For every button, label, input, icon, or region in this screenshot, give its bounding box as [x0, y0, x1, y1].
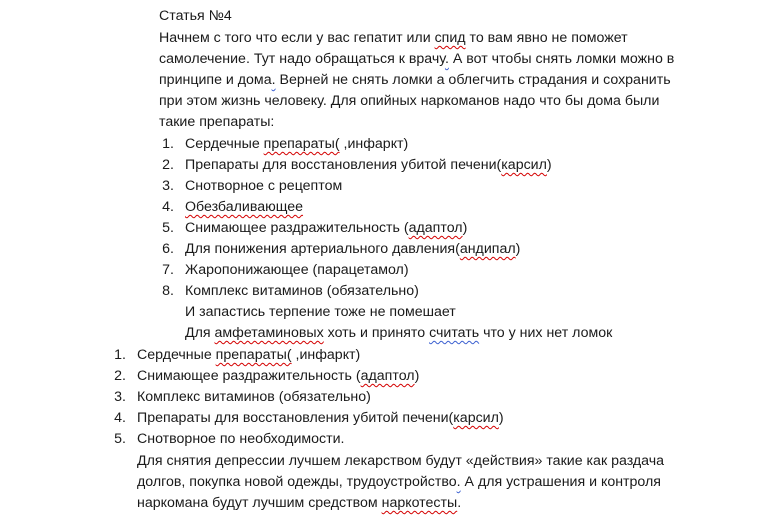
list-number: 5.: [114, 431, 126, 447]
intro-line-2: самолечение. Тут надо обращаться к врачу. А вот чтобы снять ломки можно в: [159, 51, 675, 67]
list-number: 6.: [162, 241, 174, 257]
outro-line-1: Для снятия депрессии лучшем лекарством будут «действия» такие как раздача: [137, 453, 665, 469]
list-item: Снимающее раздражительность (адаптол): [137, 368, 420, 384]
intro-line-5: такие препараты:: [159, 114, 275, 130]
list-number: 2.: [162, 157, 174, 173]
intro-line-4: при этом жизнь человеку. Для опийных наркоманов надо что бы дома были: [159, 93, 660, 109]
list-item: Для понижения артериального давления(андипал): [185, 241, 521, 257]
intro-line-1: Начнем с того что если у вас гепатит или спид то вам явно не поможет: [159, 30, 628, 46]
intro-line-3: принципе и дома. Верней не снять ломки а облегчить страдания и сохранить: [159, 72, 671, 88]
note-line-2: Для амфетаминовых хоть и принято считать что у них нет ломок: [185, 325, 613, 341]
list-item: Комплекс витаминов (обязательно): [185, 283, 419, 299]
list-number: 3.: [114, 389, 126, 405]
list-item: Снотворное по необходимости.: [137, 431, 345, 447]
list-number: 1.: [114, 347, 126, 363]
list-item: Комплекс витаминов (обязательно): [137, 389, 371, 405]
list-item: Препараты для восстановления убитой печени(карсил): [137, 410, 504, 426]
list-item: Снимающее раздражительность (адаптол): [185, 220, 468, 236]
outro-line-3: наркомана будут лучшим средством наркотесты.: [137, 495, 462, 511]
list-item: Снотворное с рецептом: [185, 178, 343, 194]
outro-line-2: долгов, покупка новой одежды, трудоустройство. А для устрашения и контроля: [137, 474, 661, 490]
list-number: 3.: [162, 178, 174, 194]
list-number: 4.: [114, 410, 126, 426]
list-number: 1.: [162, 136, 174, 152]
list-number: 8.: [162, 283, 174, 299]
list-number: 5.: [162, 220, 174, 236]
list-item: Сердечные препараты( ,инфаркт): [185, 136, 409, 152]
article-title: Статья №4: [159, 8, 232, 24]
list-item: Сердечные препараты( ,инфаркт): [137, 347, 361, 363]
list-item: Жаропонижающее (парацетамол): [185, 262, 409, 278]
note-line-1: И запастись терпение тоже не помешает: [185, 304, 456, 320]
list-item: Препараты для восстановления убитой печени(карсил): [185, 157, 552, 173]
list-item: Обезбаливающее: [185, 199, 304, 215]
list-number: 4.: [162, 199, 174, 215]
list-number: 7.: [162, 262, 174, 278]
list-number: 2.: [114, 368, 126, 384]
